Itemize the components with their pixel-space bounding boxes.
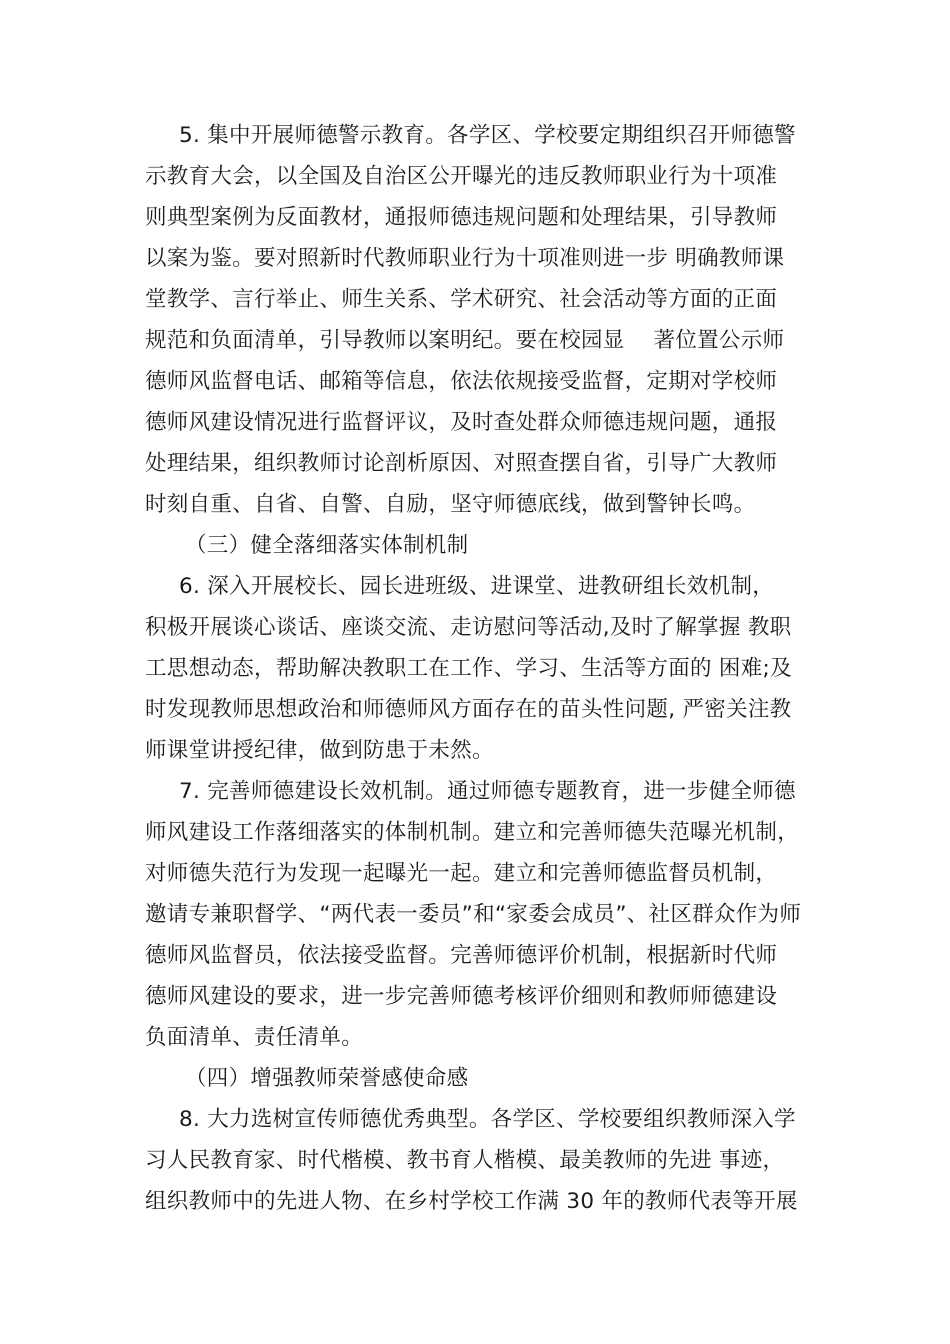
- paragraph-6-line-2: 积极开展谈心谈话、座谈交流、走访慰问等活动,及时了解掌握 教职: [145, 615, 792, 640]
- paragraph-5-line-10: 时刻自重、自省、自警、自励，坚守师德底线，做到警钟长鸣。: [145, 492, 756, 517]
- paragraph-5-line-6: 规范和负面清单，引导教师以案明纪。要在校园显 著位置公示师: [145, 328, 785, 353]
- paragraph-5-line-8: 德师风建设情况进行监督评议，及时查处群众师德违规问题，通报: [145, 410, 778, 435]
- paragraph-7-line-1: 7. 完善师德建设长效机制。通过师德专题教育，进一步健全师德: [179, 779, 796, 804]
- document-body: [145, 115, 815, 1222]
- section-heading-3: （三）健全落细落实体制机制: [185, 533, 469, 558]
- paragraph-5-line-3: 则典型案例为反面教材，通报师德违规问题和处理结果，引导教师: [145, 205, 778, 230]
- paragraph-5-line-9: 处理结果，组织教师讨论剖析原因、对照查摆自省，引导广大教师: [145, 451, 778, 476]
- paragraph-5-line-2: 示教育大会，以全国及自治区公开曝光的违反教师职业行为十项准: [145, 164, 778, 189]
- paragraph-5-line-5: 堂教学、言行举止、师生关系、学术研究、社会活动等方面的正面: [145, 287, 778, 312]
- paragraph-5-line-7: 德师风监督电话、邮箱等信息，依法依规接受监督，定期对学校师: [145, 369, 778, 394]
- paragraph-8-line-3: 组织教师中的先进人物、在乡村学校工作满 30 年的教师代表等开展: [145, 1189, 798, 1214]
- paragraph-6-line-1: 6. 深入开展校长、园长进班级、进课堂、进教研组长效机制，: [179, 574, 775, 599]
- paragraph-8-line-2: 习人民教育家、时代楷模、教书育人楷模、最美教师的先进 事迹，: [145, 1148, 785, 1173]
- paragraph-7-line-2: 师风建设工作落细落实的体制机制。建立和完善师德失范曝光机制，: [145, 820, 800, 845]
- paragraph-7-line-5: 德师风监督员，依法接受监督。完善师德评价机制，根据新时代师: [145, 943, 778, 968]
- paragraph-5-line-1: 5. 集中开展师德警示教育。各学区、学校要定期组织召开师德警: [179, 123, 796, 148]
- paragraph-6-line-4: 时发现教师思想政治和师德师风方面存在的苗头性问题, 严密关注教: [145, 697, 792, 722]
- paragraph-7-line-7: 负面清单、责任清单。: [145, 1025, 364, 1050]
- paragraph-7-line-4: 邀请专兼职督学、“两代表一委员”和“家委会成员”、社区群众作为师: [145, 902, 802, 927]
- paragraph-6-line-5: 师课堂讲授纪律，做到防患于未然。: [145, 738, 494, 763]
- paragraph-7-line-6: 德师风建设的要求，进一步完善师德考核评价细则和教师师德建设: [145, 984, 778, 1009]
- paragraph-6-line-3: 工思想动态，帮助解决教职工在工作、学习、生活等方面的 困难;及: [145, 656, 792, 681]
- paragraph-8-line-1: 8. 大力选树宣传师德优秀典型。各学区、学校要组织教师深入学: [179, 1107, 796, 1132]
- section-heading-4: （四）增强教师荣誉感使命感: [185, 1066, 469, 1091]
- paragraph-7-line-3: 对师德失范行为发现一起曝光一起。建立和完善师德监督员机制，: [145, 861, 778, 886]
- paragraph-5-line-4: 以案为鉴。要对照新时代教师职业行为十项准则进一步 明确教师课: [145, 246, 785, 271]
